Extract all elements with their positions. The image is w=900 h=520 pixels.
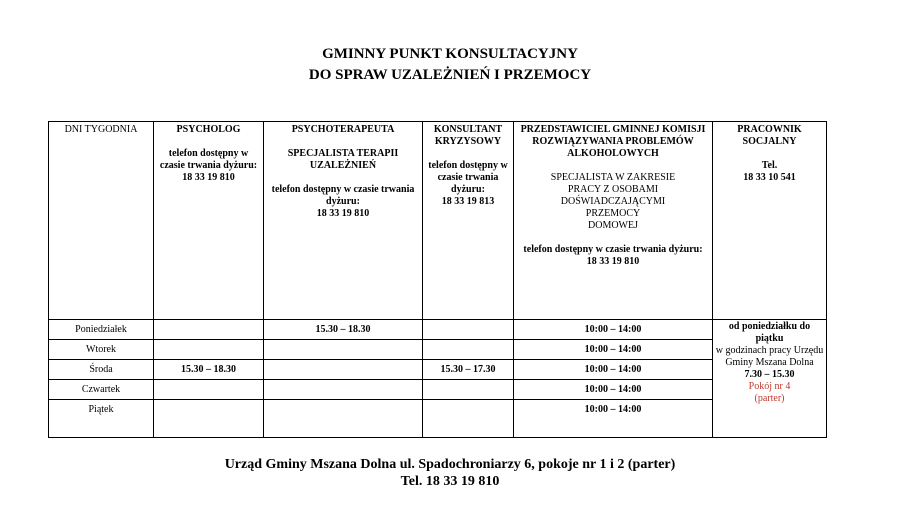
psychoterapeuta-cell	[264, 380, 423, 400]
psychoterapeuta-cell	[264, 400, 423, 438]
komisja-cell: 10:00 – 14:00	[514, 320, 713, 340]
title-line-2: DO SPRAW UZALEŻNIEŃ I PRZEMOCY	[308, 67, 592, 83]
komisja-cell: 10:00 – 14:00	[514, 360, 713, 380]
table-row	[49, 380, 827, 400]
table-row	[49, 360, 827, 380]
header-psycholog	[154, 122, 264, 320]
footer-phone: Tel. 18 33 19 810	[400, 474, 500, 489]
footer-address: Urząd Gminy Mszana Dolna ul. Spadochroniarzy 6, pokoje nr 1 i 2 (parter)	[224, 457, 676, 472]
psychoterapeuta-title: PSYCHOTERAPEUTA	[291, 124, 395, 135]
komisja-title: PRZEDSTAWICIEL GMINNEJ KOMISJI ROZWIĄZYWANIA PROBLEMÓW ALKOHOLOWYCH	[520, 124, 706, 159]
day-cell: Czwartek	[49, 380, 154, 400]
table-row	[49, 320, 827, 340]
header-days: DNI TYGODNIA	[49, 122, 154, 320]
konsultant-phone: 18 33 19 813	[441, 196, 495, 207]
day-cell: Poniedziałek	[49, 320, 154, 340]
konsultant-title: KONSULTANT KRYZYSOWY	[433, 124, 503, 147]
social-floor: (parter)	[754, 393, 785, 404]
komisja-cell: 10:00 – 14:00	[514, 400, 713, 438]
header-psychoterapeuta	[264, 122, 423, 320]
konsultant-cell	[423, 400, 514, 438]
psychoterapeuta-cell	[264, 340, 423, 360]
footer	[0, 456, 900, 490]
konsultant-phone-note: telefon dostępny w czasie trwania dyżuru:	[428, 160, 508, 195]
psychoterapeuta-phone: 18 33 19 810	[316, 208, 370, 219]
psychoterapeuta-cell: 15.30 – 18.30	[264, 320, 423, 340]
psycholog-phone-note: telefon dostępny w czasie trwania dyżuru:	[159, 148, 258, 171]
table-row	[49, 340, 827, 360]
social-hours-line-1: od poniedziałku do piątku	[728, 321, 811, 344]
komisja-subtitle-5: DOMOWEJ	[588, 220, 638, 231]
header-konsultant	[423, 122, 514, 320]
pracownik-phone-label: Tel.	[761, 160, 778, 171]
social-hours-time: 7.30 – 15.30	[744, 369, 795, 380]
social-hours-line-2: w godzinach pracy Urzędu Gminy Mszana Dolna	[715, 345, 824, 368]
psychoterapeuta-phone-note: telefon dostępny w czasie trwania dyżuru:	[271, 184, 415, 207]
header-pracownik	[713, 122, 827, 320]
social-worker-hours	[713, 320, 827, 438]
komisja-phone-note: telefon dostępny w czasie trwania dyżuru:	[523, 244, 703, 255]
page-title	[0, 44, 900, 86]
psychoterapeuta-subtitle: SPECJALISTA TERAPII UZALEŻNIEŃ	[287, 148, 399, 171]
table-row	[49, 400, 827, 438]
day-cell: Środa	[49, 360, 154, 380]
komisja-subtitle-1: SPECJALISTA W ZAKRESIE	[550, 172, 676, 183]
psycholog-cell: 15.30 – 18.30	[154, 360, 264, 380]
komisja-subtitle-3: DOŚWIADCZAJĄCYMI	[560, 196, 666, 207]
title-line-1: GMINNY PUNKT KONSULTACYJNY	[322, 46, 578, 62]
konsultant-cell	[423, 380, 514, 400]
psycholog-title: PSYCHOLOG	[176, 124, 241, 135]
psychoterapeuta-cell	[264, 360, 423, 380]
social-room: Pokój nr 4	[748, 381, 791, 392]
psycholog-cell	[154, 400, 264, 438]
konsultant-cell: 15.30 – 17.30	[423, 360, 514, 380]
psycholog-phone: 18 33 19 810	[182, 172, 235, 183]
komisja-cell: 10:00 – 14:00	[514, 340, 713, 360]
konsultant-cell	[423, 320, 514, 340]
komisja-phone: 18 33 19 810	[586, 256, 640, 267]
psycholog-cell	[154, 340, 264, 360]
komisja-subtitle-2: PRACY Z OSOBAMI	[567, 184, 659, 195]
psycholog-cell	[154, 320, 264, 340]
header-row	[49, 122, 827, 320]
day-cell: Wtorek	[49, 340, 154, 360]
psycholog-cell	[154, 380, 264, 400]
pracownik-phone: 18 33 10 541	[743, 172, 796, 183]
day-cell: Piątek	[49, 400, 154, 438]
konsultant-cell	[423, 340, 514, 360]
schedule-table	[48, 121, 827, 438]
header-komisja	[514, 122, 713, 320]
komisja-subtitle-4: PRZEMOCY	[585, 208, 641, 219]
komisja-cell: 10:00 – 14:00	[514, 380, 713, 400]
pracownik-title: PRACOWNIK SOCJALNY	[737, 124, 802, 147]
